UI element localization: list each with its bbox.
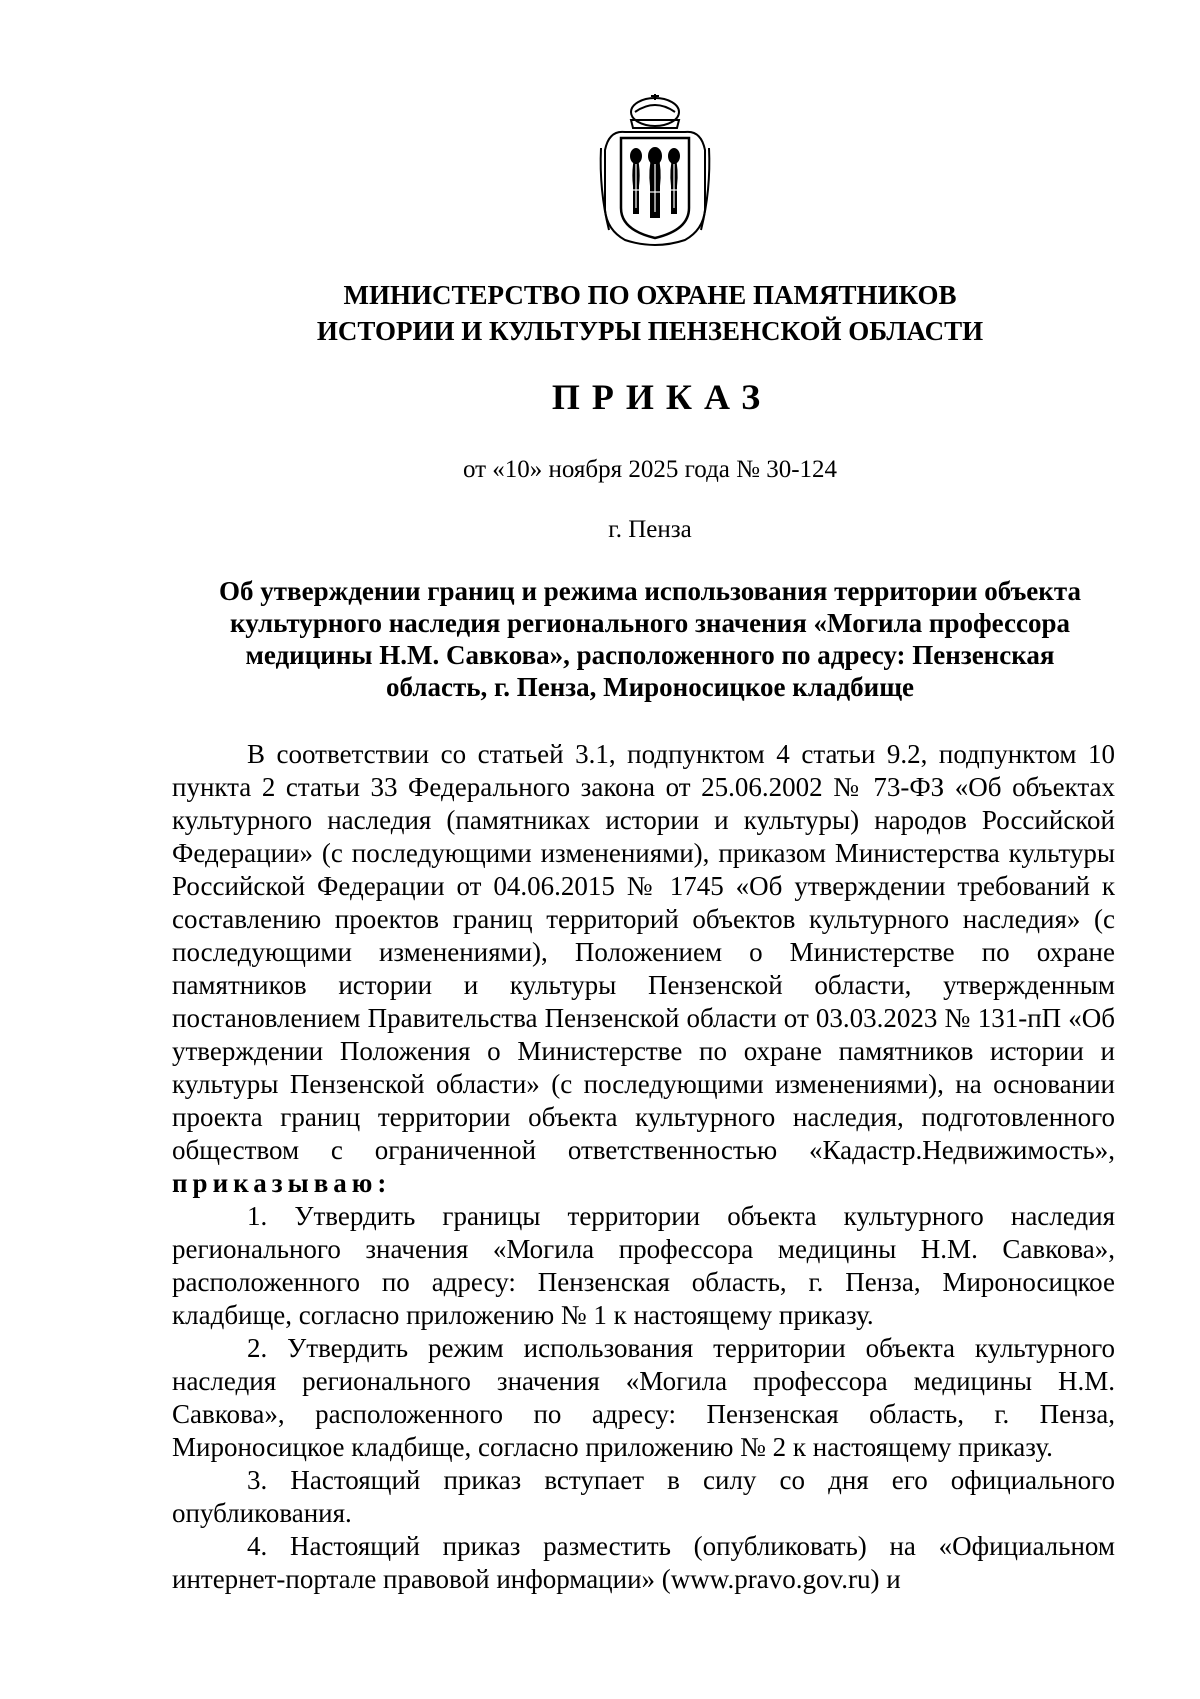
order-item-2: 2. Утвердить режим использования территории объекта культурного наследия регионального значения «Могила профессора медицины Н.М. Савкова», расположенного по адресу: Пензенская область, г. Пенза, Мироносицкое кладбище, согласно приложению № 2 к настоящему приказу. — [172, 1333, 1115, 1462]
preamble-paragraph — [172, 738, 1115, 1200]
subject-line: область, г. Пенза, Мироносицкое кладбище — [386, 672, 914, 702]
order-word: приказываю: — [172, 1168, 392, 1198]
penza-coat-of-arms-icon — [595, 90, 715, 252]
document-body — [172, 738, 1115, 1596]
document-subject — [185, 575, 1115, 703]
document-type-title: ПРИКАЗ — [551, 377, 773, 417]
subject-line: культурного наследия регионального значения «Могила профессора — [230, 608, 1070, 638]
ministry-name — [170, 277, 1130, 349]
document-date-number: от «10» ноября 2025 года № 30-124 — [462, 456, 838, 483]
order-item-3: 3. Настоящий приказ вступает в силу со дня его официального опубликования. — [172, 1465, 1115, 1528]
subject-line: медицины Н.М. Савкова», расположенного по адресу: Пензенская — [245, 640, 1055, 670]
order-item-1: 1. Утвердить границы территории объекта культурного наследия регионального значения «Могила профессора медицины Н.М. Савкова», расположенного по адресу: Пензенская область, г. Пенза, Мироносицкое кладбище, согласно приложению № 1 к настоящему приказу. — [172, 1201, 1115, 1330]
subject-line: Об утверждении границ и режима использования территории объекта — [219, 576, 1081, 606]
preamble-text: В соответствии со статьей 3.1, подпунктом 4 статьи 9.2, подпунктом 10 пункта 2 статьи 33 Федерального закона от 25.06.2002 № 73-ФЗ «Об объектах культурного наследия (памятниках истории и культуры) народов Российской Федерации» (с последующими изменениями), приказом Министерства культуры Российской Федерации от 04.06.2015 № 1745 «Об утверждении требований к составлению проектов границ территорий объектов культурного наследия» (с последующими изменениями), Положением о Министерстве по охране памятников истории и культуры Пензенской области, утвержденным постановлением Правительства Пензенской области от 03.03.2023 № 131-пП «Об утверждении Положения о Министерстве по охране памятников истории и культуры Пензенской области» (с последующими изменениями), на основании проекта границ территории объекта культурного наследия, подготовленного обществом с ограниченной ответственностью «Кадастр.Недвижимость», — [172, 739, 1115, 1165]
document-city: г. Пенза — [608, 516, 692, 543]
ministry-name-line2: ИСТОРИИ И КУЛЬТУРЫ ПЕНЗЕНСКОЙ ОБЛАСТИ — [316, 316, 984, 346]
order-item-4: 4. Настоящий приказ разместить (опубликовать) на «Официальном интернет-портале правовой информации» (www.pravo.gov.ru) и — [172, 1531, 1115, 1594]
ministry-name-line1: МИНИСТЕРСТВО ПО ОХРАНЕ ПАМЯТНИКОВ — [343, 280, 957, 310]
